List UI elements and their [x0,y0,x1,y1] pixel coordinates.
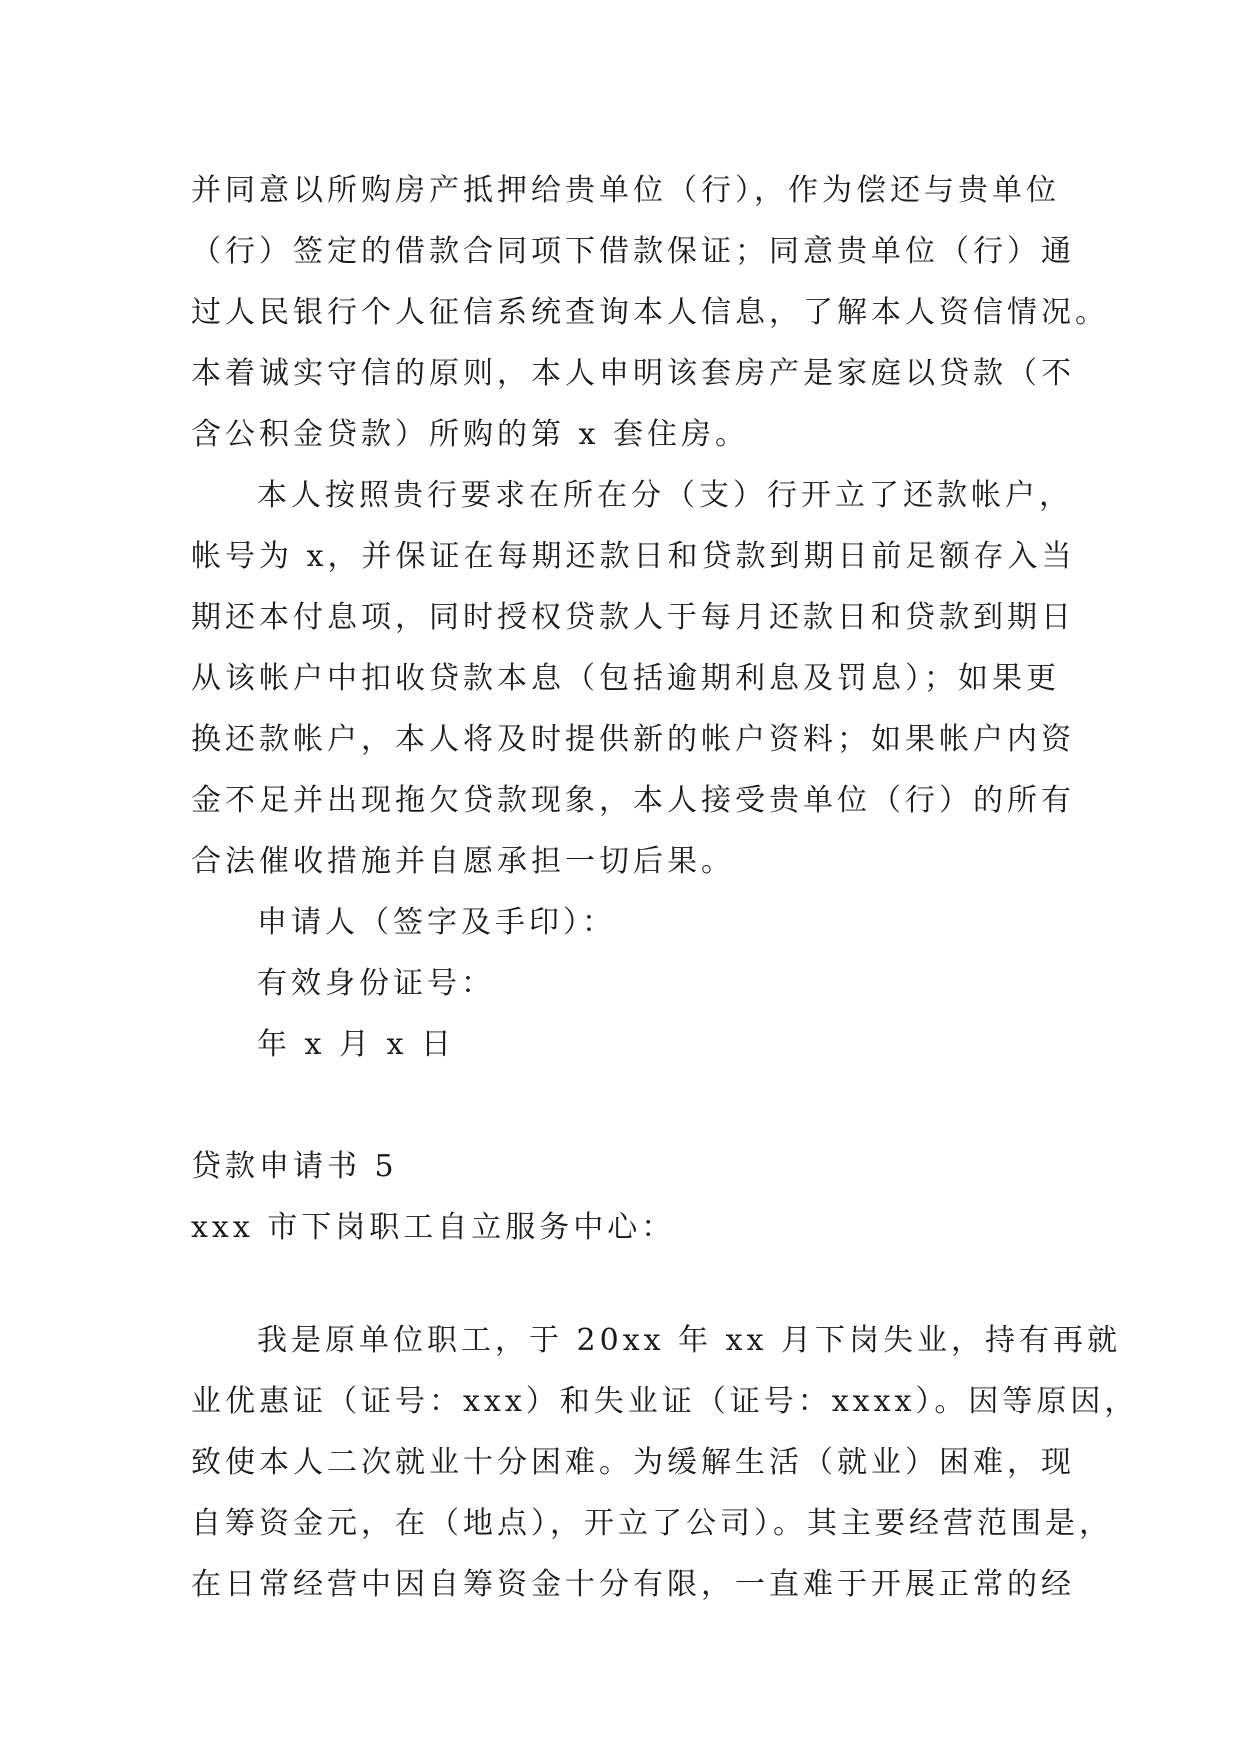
text-line: 含公积金贷款）所购的第 x 套住房。 [191,417,749,452]
paragraph-mortgage-consent [191,160,1109,465]
text-line: （行）签定的借款合同项下借款保证；同意贵单位（行）通 [191,234,1075,269]
text-line: 期还本付息项，同时授权贷款人于每月还款日和贷款到期日 [191,600,1075,635]
text-line: 并同意以所购房产抵押给贵单位（行），作为偿还与贵单位 [191,173,1060,208]
text-line: 我是原单位职工，于 20xx 年 xx 月下岗失业，持有再就 [257,1323,1121,1358]
date-label: 年 x 月 x 日 [257,1027,455,1062]
text-line: 从该帐户中扣收贷款本息（包括逾期利息及罚息）；如果更 [191,661,1060,696]
text-line: 本着诚实守信的原则，本人申明该套房产是家庭以贷款（不 [191,356,1075,391]
id-number-label: 有效身份证号： [257,966,495,1001]
text-line: 本人按照贵行要求在所在分（支）行开立了还款帐户， [257,478,1073,513]
text-line: 合法催收措施并自愿承担一切后果。 [191,844,735,879]
paragraph-applicant-statement [191,1310,1139,1615]
section-title: 贷款申请书 5 [191,1149,398,1184]
document-body [191,160,1139,1615]
spacer [191,1258,1091,1310]
text-line: 金不足并出现拖欠贷款现象，本人接受贵单位（行）的所有 [191,783,1075,818]
text-line: 换还款帐户，本人将及时提供新的帐户资料；如果帐户内资 [191,722,1075,757]
text-line: 自筹资金元，在（地点），开立了公司）。其主要经营范围是， [191,1506,1113,1541]
text-line: 在日常经营中因自筹资金十分有限，一直难于开展正常的经 [191,1567,1075,1602]
text-line: 致使本人二次就业十分困难。为缓解生活（就业）困难，现 [191,1445,1075,1480]
text-line: 帐号为 x，并保证在每期还款日和贷款到期日前足额存入当 [191,539,1076,574]
spacer [191,1075,1091,1136]
paragraph-repayment-account [191,465,1091,892]
addressee: xxx 市下岗职工自立服务中心： [191,1210,676,1245]
text-line: 过人民银行个人征信系统查询本人信息，了解本人资信情况。 [191,295,1109,330]
signature-block [191,892,1091,1075]
applicant-signature-label: 申请人（签字及手印）： [257,905,616,940]
text-line: 业优惠证（证号：xxx）和失业证（证号：xxxx）。因等原因， [191,1384,1139,1419]
